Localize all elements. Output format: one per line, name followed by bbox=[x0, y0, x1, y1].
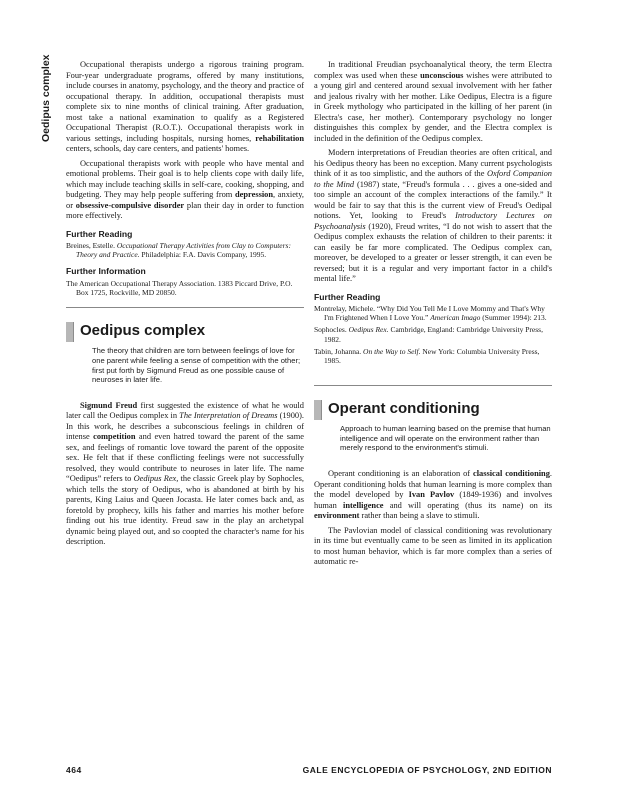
reference-item: Breines, Estelle. Occupational Therapy Activities from Clay to Computers: Theory and Practice. Philadelphia: F.A. Davis Company, 1995. bbox=[66, 241, 291, 260]
left-paragraph-1: Occupational therapists undergo a rigorous training program. Four-year undergraduate programs, offered by many institutions, include courses in anatomy, psychology, and the theory and practice of occupational therapy. In addition, occupational therapists must complete six to nine months of clinical training. After graduation, most take a national examination to qualify as a Registered Occupational Therapist (R.O.T.). Occupational therapists work in various settings, including hospitals, nursing homes, rehabilitation centers, schools, day care centers, and patients' homes. bbox=[66, 60, 304, 153]
running-head bbox=[36, 54, 56, 150]
reference-item: Tabin, Johanna. On the Way to Self. New York: Columbia University Press, 1985. bbox=[314, 346, 540, 366]
publication-title: GALE ENCYCLOPEDIA OF PSYCHOLOGY, 2ND EDITION bbox=[302, 765, 552, 775]
divider bbox=[314, 385, 552, 386]
right-paragraph-1: In traditional Freudian psychoanalytical theory, the term Electra complex was used when these unconscious wishes were attributed to a young girl and centered around sexual involvement with her father and jealous rivalry with her mother. Like Oedipus, Electra is a figure in Greek mythology who participated in the killing of her parent (in Electra's case, her mother). Contemporary psychology no longer distinguishes this complex by gender, and the Electra complex is included in the definition of the Oedipus complex. bbox=[314, 60, 552, 143]
reference-item: Montrelay, Michele. “Why Did You Tell Me I Love Mommy and That's Why I'm Frightened When I Love You.” American Imago (Summer 1994): 213. bbox=[314, 304, 547, 323]
left-paragraph-2: Occupational therapists work with people who have mental and emotional problems. Their goal is to help clients cope with daily life, which may include teaching skills in self-care, cooking, shopping, and budgeting. They may help people suffering from depression, anxiety, or obsessive-compulsive disorder plan their day in order to function more effectively. bbox=[66, 158, 304, 220]
entry-summary: Approach to human learning based on the premise that human intelligence and will operate on the environment rather than merely respond to the environment's stimuli. bbox=[340, 424, 551, 453]
oedipus-entry-header bbox=[66, 322, 304, 384]
right-paragraph-3: Operant conditioning is an elaboration of classical conditioning. Operant conditioning holds that human learning is more complex than the model developed by Ivan Pavlov (1849-1936) and involves human intelligence and will operating (thus its name) on its environment rather than being a slave to stimuli. bbox=[314, 469, 552, 520]
entry-summary: The theory that children are torn between feelings of love for one parent while feeling a sense of competition with the other; first put forth by Sigmund Freud as one possible cause of neuroses in later life. bbox=[92, 346, 301, 385]
entry-marker bbox=[314, 400, 322, 420]
further-information-heading: Further Information bbox=[66, 266, 146, 277]
entry-marker bbox=[66, 322, 74, 342]
running-head-text: Oedipus complex bbox=[40, 54, 52, 142]
entry-title: Operant conditioning bbox=[328, 400, 480, 418]
right-paragraph-2: Modern interpretations of Freudian theories are often critical, and his Oedipus theory has been no exception. Many current psychologists think of it as too simplistic, and the authors of the Oxford Companion to the Mind (1987) state, “Freud's formula . . . gives a one-sided and too simple an account of the complex interactions of the family.” It would be fair to say that this is the current view of Freud's Oedipal notions. Yet, looking to Freud's Introductory Lectures on Psychoanalysis (1920), Freud writes, “I do not wish to assert that the Oedipus complex exhausts the relation of children to their parents: it can easily be far more complicated. The Oedipus complex can, moreover, be developed to a greater or lesser strength, it can even be reversed; but it is a regular and very important factor in a child's mental life.” bbox=[314, 148, 552, 283]
divider bbox=[66, 307, 304, 308]
information-item: The American Occupational Therapy Association. 1383 Piccard Drive, P.O. Box 1725, Rockville, MD 20850. bbox=[66, 278, 293, 298]
operant-entry-header bbox=[314, 400, 552, 453]
right-column bbox=[314, 60, 552, 572]
left-column bbox=[66, 60, 304, 552]
right-paragraph-4: The Pavlovian model of classical conditioning was revolutionary in its time but eventually came to be seen as limited in its application to most human behavior, which is far more complex than a series of automatic re- bbox=[314, 525, 552, 566]
further-reading-heading: Further Reading bbox=[314, 291, 381, 302]
further-reading-heading: Further Reading bbox=[66, 228, 133, 239]
left-paragraph-3: Sigmund Freud first suggested the existence of what he would later call the Oedipus complex in The Interpretation of Dreams (1900). In this work, he describes a subconscious feelings in children of intense competition and even hatred toward the parent of the same sex, and feelings of romantic love toward the parent of the opposite sex. He felt that if these conflicting feelings were not successfully resolved, they would contribute to neuroses in later life. The name “Oedipus” refers to Oedipus Rex, the classic Greek play by Sophocles, which tells the story of Oedipus, who is abandoned at birth by his parents, King Laius and Queen Jocasta. He later comes back and, as foretold by prophecy, kills his father and marries his mother before finding out his true identity. Freud saw in the play an archetypal dynamic being played out, and so coopted the character's name for his description. bbox=[66, 400, 305, 547]
entry-title: Oedipus complex bbox=[80, 322, 206, 340]
page-number: 464 bbox=[66, 765, 82, 775]
reference-item: Sophocles. Oedipus Rex. Cambridge, England: Cambridge University Press, 1982. bbox=[314, 325, 543, 344]
